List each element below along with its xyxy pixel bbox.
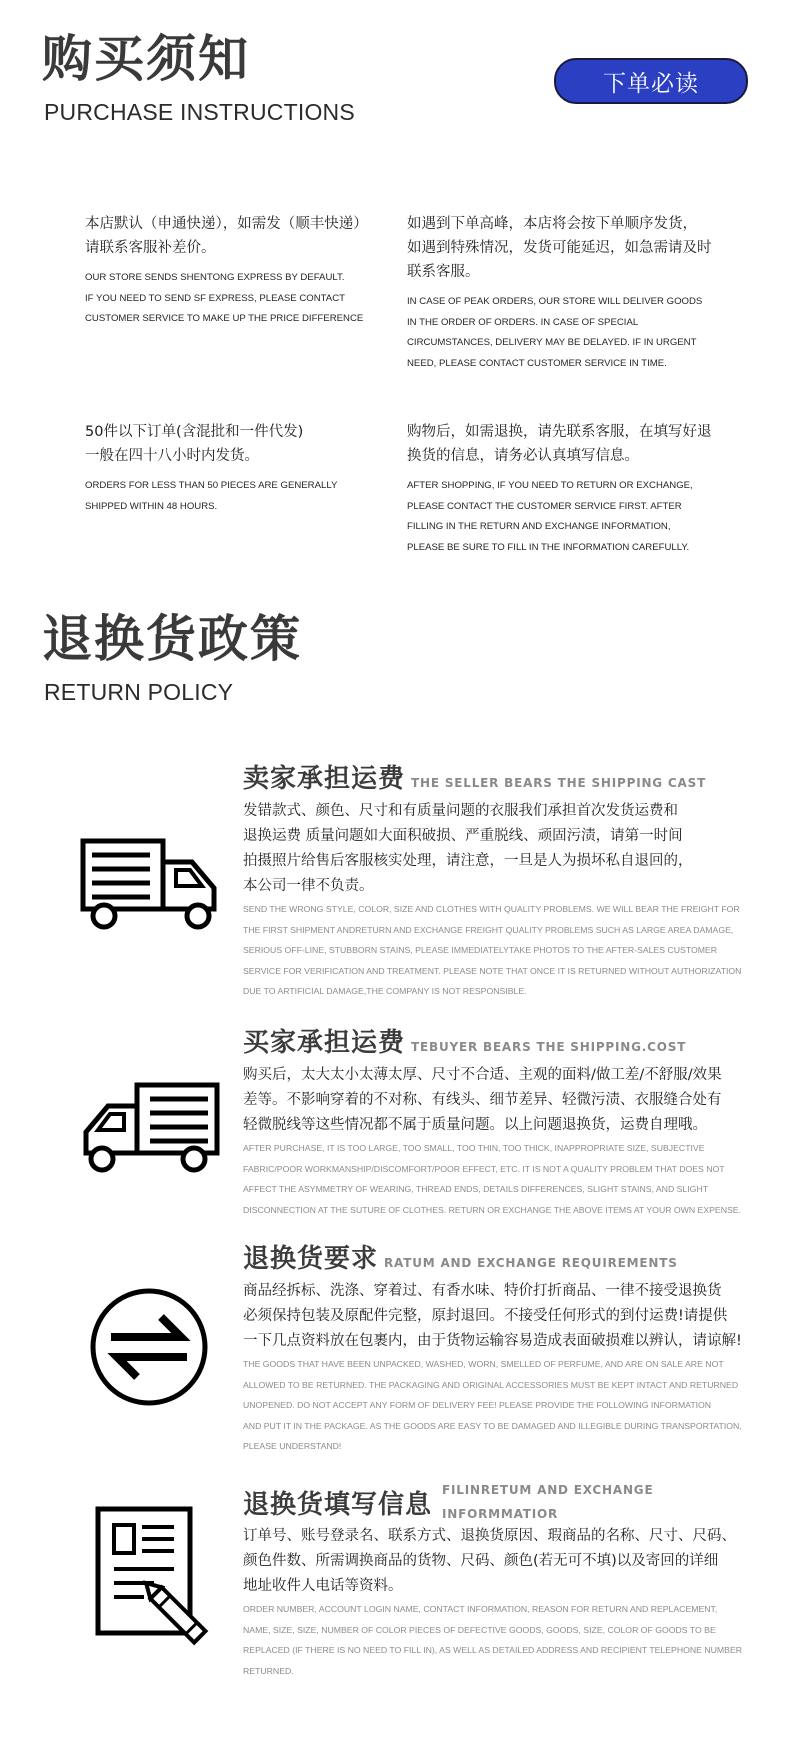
policy-title-cn: 退换货要求 <box>243 1244 379 1274</box>
policy-item-fill-info <box>243 1478 763 1681</box>
truck-icon <box>80 838 220 932</box>
truck-reverse-icon <box>80 1082 220 1174</box>
policy-title-en: RATUM AND EXCHANGE REQUIREMENTS <box>384 1256 678 1270</box>
policy-title <box>243 1478 763 1526</box>
policy-title-cn: 卖家承担运费 <box>243 764 406 794</box>
policy-title-en: THE SELLER BEARS THE SHIPPING CAST <box>411 776 707 790</box>
policy-item-buyer-pays <box>243 1022 753 1220</box>
policy-body-en: ORDER NUMBER, ACCOUNT LOGIN NAME, CONTACT INFORMATION, REASON FOR RETURN AND REPLACEMENT, NAME, SIZE, SIZE, NUMBER OF COLOR PIECES OF DEFECTIVE GOODS, GOODS, SIZE, COLOR OF GOODS TO BE REPLACED (IF THERE IS NO NEED TO FILL IN), AS WELL AS DETAILED ADDRESS AND RECIPIENT TELEPHONE NUMBER RETURNED. <box>243 1604 743 1676</box>
purchase-block-3 <box>85 420 405 517</box>
policy-title <box>243 758 753 795</box>
return-title-en: RETURN POLICY <box>44 679 234 705</box>
policy-body-en: SEND THE WRONG STYLE, COLOR, SIZE AND CLOTHES WITH QUALITY PROBLEMS. WE WILL BEAR THE FREIGHT FOR THE FIRST SHIPMENT ANDRETURN AND EXCHANGE FREIGHT QUALITY PROBLEMS SUCH AS LARGE AREA DAMAGE, SERIOUS OFF-LINE, STUBBORN STAINS, PLEASE IMMEDIATELYTAKE PHOTOS TO THE AFTER-SALES CUSTOMER SERVICE FOR VERIFICATION AND TREATMENT. PLEASE NOTE THAT ONCE IT IS RETURNED WITHOUT AUTHORIZATION DUE TO ARTIFICIAL DAMAGE,THE COMPANY IS NOT RESPONSIBLE. <box>243 904 742 996</box>
purchase-block-4 <box>407 420 747 558</box>
policy-item-requirements <box>243 1238 763 1457</box>
policy-body-cn: 订单号、账号登录名、联系方式、退换货原因、瑕商品的名称、尺寸、尺码、 颜色件数、所需调换商品的货物、尺码、颜色(若无可不填)以及寄回的详细 地址收件人电话等资料。 <box>243 1528 736 1594</box>
policy-title-cn: 退换货填写信息 <box>243 1490 433 1520</box>
purchase-block-en: ORDERS FOR LESS THAN 50 PIECES ARE GENERALLY SHIPPED WITHIN 48 HOURS. <box>85 480 338 512</box>
purchase-block-1 <box>85 212 405 330</box>
purchase-title-en: PURCHASE INSTRUCTIONS <box>44 99 355 125</box>
purchase-block-cn: 购物后，如需退换，请先联系客服，在填写好退 换货的信息，请务必认真填写信息。 <box>407 424 712 464</box>
policy-title-en: TEBUYER BEARS THE SHIPPING.COST <box>411 1040 687 1054</box>
purchase-block-en: AFTER SHOPPING, IF YOU NEED TO RETURN OR EXCHANGE, PLEASE CONTACT THE CUSTOMER SERVICE FIRST. AFTER FILLING IN THE RETURN AND EXCHANGE INFORMATION, PLEASE BE SURE TO FILL IN THE INFORMATION CAREFULLY. <box>407 480 693 553</box>
form-pencil-icon <box>94 1505 214 1651</box>
exchange-arrows-icon <box>89 1287 209 1407</box>
purchase-block-2 <box>407 212 747 374</box>
purchase-title-cn: 购买须知 <box>42 30 250 88</box>
policy-title-en: FILINRETUM AND EXCHANGE INFORMMATIOR <box>442 1483 654 1521</box>
policy-title <box>243 1022 753 1059</box>
policy-body-cn: 发错款式、颜色、尺寸和有质量问题的衣服我们承担首次发货运费和 退换运费 质量问题如大面积破损、严重脱线、顽固污渍，请第一时间 拍摄照片给售后客服核实处理，请注意，一旦是人为损坏私自退回的， 本公司一律不负责。 <box>243 803 693 894</box>
policy-body-en: THE GOODS THAT HAVE BEEN UNPACKED, WASHED, WORN, SMELLED OF PERFUME, AND ARE ON SALE ARE NOT ALLOWED TO BE RETURNED. THE PACKAGING AND ORIGINAL ACCESSORIES MUST BE KEPT INTACT AND RETURNED UNOPENED. DO NOT ACCEPT ANY FORM OF DELIVERY FEE! PLEASE PROVIDE THE FOLLOWING INFORMATION AND PUT IT IN THE PACKAGE. AS THE GOODS ARE EASY TO BE DAMAGED AND ILLEGIBLE DURING TRANSPORTATION, PLEASE UNDERSTAND! <box>243 1359 742 1451</box>
purchase-block-cn: 本店默认（申通快递），如需发（顺丰快递） 请联系客服补差价。 <box>85 216 368 256</box>
policy-title-cn: 买家承担运费 <box>243 1028 406 1058</box>
policy-item-seller-pays <box>243 758 753 1002</box>
purchase-block-cn: 如遇到下单高峰，本店将会按下单顺序发货， 如遇到特殊情况，发货可能延迟，如急需请及时 联系客服。 <box>407 216 712 280</box>
purchase-block-en: IN CASE OF PEAK ORDERS, OUR STORE WILL DELIVER GOODS IN THE ORDER OF ORDERS. IN CASE OF SPECIAL CIRCUMSTANCES, DELIVERY MAY BE DELAYED. IF IN URGENT NEED, PLEASE CONTACT CUSTOMER SERVICE IN TIME. <box>407 296 703 369</box>
policy-body-cn: 商品经拆标、洗涤、穿着过、有香水味、特价打折商品、一律不接受退换货 必须保持包装及原配件完整，原封退回。不接受任何形式的到付运费!请提供 一下几点资料放在包裹内，由于货物运输容易造成表面破损难以辨认，请谅解! <box>243 1283 742 1349</box>
purchase-block-en: OUR STORE SENDS SHENTONG EXPRESS BY DEFAULT. IF YOU NEED TO SEND SF EXPRESS, PLEASE CONTACT CUSTOMER SERVICE TO MAKE UP THE PRICE DIFFERENCE <box>85 272 364 324</box>
policy-body-cn: 购买后，太大太小太薄太厚、尺寸不合适、主观的面料/做工差/不舒服/效果 差等。不影响穿着的不对称、有线头、细节差异、轻微污渍、衣服缝合处有 轻微脱线等这些情况都不属于质量问题。以上问题退换货，运费自理哦。 <box>243 1067 722 1133</box>
purchase-block-cn: 50件以下订单(含混批和一件代发) 一般在四十八小时内发货。 <box>85 424 304 464</box>
policy-body-en: AFTER PURCHASE, IT IS TOO LARGE, TOO SMALL, TOO THIN, TOO THICK, INAPPROPRIATE SIZE, SUBJECTIVE FABRIC/POOR WORKMANSHIP/DISCOMFORT/POOR EFFECT, ETC. IT IS NOT A QUALITY PROBLEM THAT DOES NOT AFFECT THE ASYMMETRY OF WEARING, THREAD ENDS, DETAILS DIFFERENCES, SLIGHT STAINS, AND SLIGHT DISCONNECTION AT THE SUTURE OF CLOTHES. RETURN OR EXCHANGE THE ABOVE ITEMS AT YOUR OWN EXPENSE. <box>243 1143 741 1215</box>
must-read-badge: 下单必读 <box>554 58 748 104</box>
return-title-cn: 退换货政策 <box>42 610 302 668</box>
policy-title <box>243 1238 763 1275</box>
